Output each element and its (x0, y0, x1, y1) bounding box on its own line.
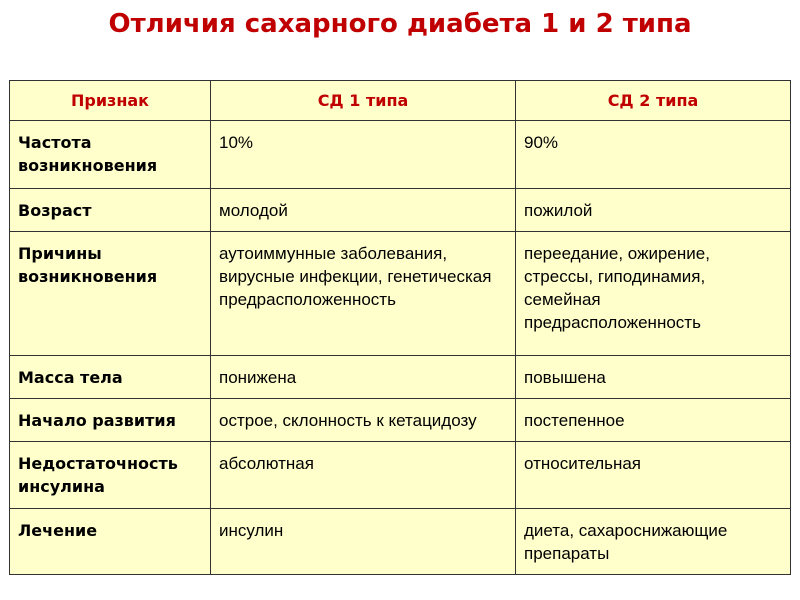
header-feature: Признак (10, 81, 211, 121)
row-type1-value: абсолютная (211, 442, 516, 509)
row-type2-value: пожилой (516, 189, 791, 232)
row-type2-value: повышена (516, 356, 791, 399)
row-feature: Причины возникновения (10, 232, 211, 356)
row-type1-value: острое, склонность к кетацидозу (211, 399, 516, 442)
row-type1-value: понижена (211, 356, 516, 399)
table-row (10, 399, 791, 442)
comparison-table (9, 80, 791, 575)
table-row (10, 442, 791, 509)
table-row (10, 509, 791, 575)
row-type1-value: 10% (211, 121, 516, 189)
row-type1-value: молодой (211, 189, 516, 232)
row-feature: Начало развития (10, 399, 211, 442)
row-type2-value: относительная (516, 442, 791, 509)
table-header-row (10, 81, 791, 121)
row-type1-value: инсулин (211, 509, 516, 575)
table-row (10, 121, 791, 189)
row-feature: Недостаточность инсулина (10, 442, 211, 509)
table-row (10, 356, 791, 399)
row-feature: Лечение (10, 509, 211, 575)
header-type2: СД 2 типа (516, 81, 791, 121)
row-feature: Возраст (10, 189, 211, 232)
page-title: Отличия сахарного диабета 1 и 2 типа (108, 9, 692, 39)
table-row (10, 232, 791, 356)
row-feature: Частота возникновения (10, 121, 211, 189)
row-type2-value: диета, сахароснижающие препараты (516, 509, 791, 575)
header-type1: СД 1 типа (211, 81, 516, 121)
row-type2-value: 90% (516, 121, 791, 189)
row-feature: Масса тела (10, 356, 211, 399)
table-row (10, 189, 791, 232)
row-type2-value: постепенное (516, 399, 791, 442)
row-type1-value: аутоиммунные заболевания, вирусные инфекции, генетическая предрасположенность (211, 232, 516, 356)
row-type2-value: переедание, ожирение, стрессы, гиподинамия, семейная предрасположенность (516, 232, 791, 356)
